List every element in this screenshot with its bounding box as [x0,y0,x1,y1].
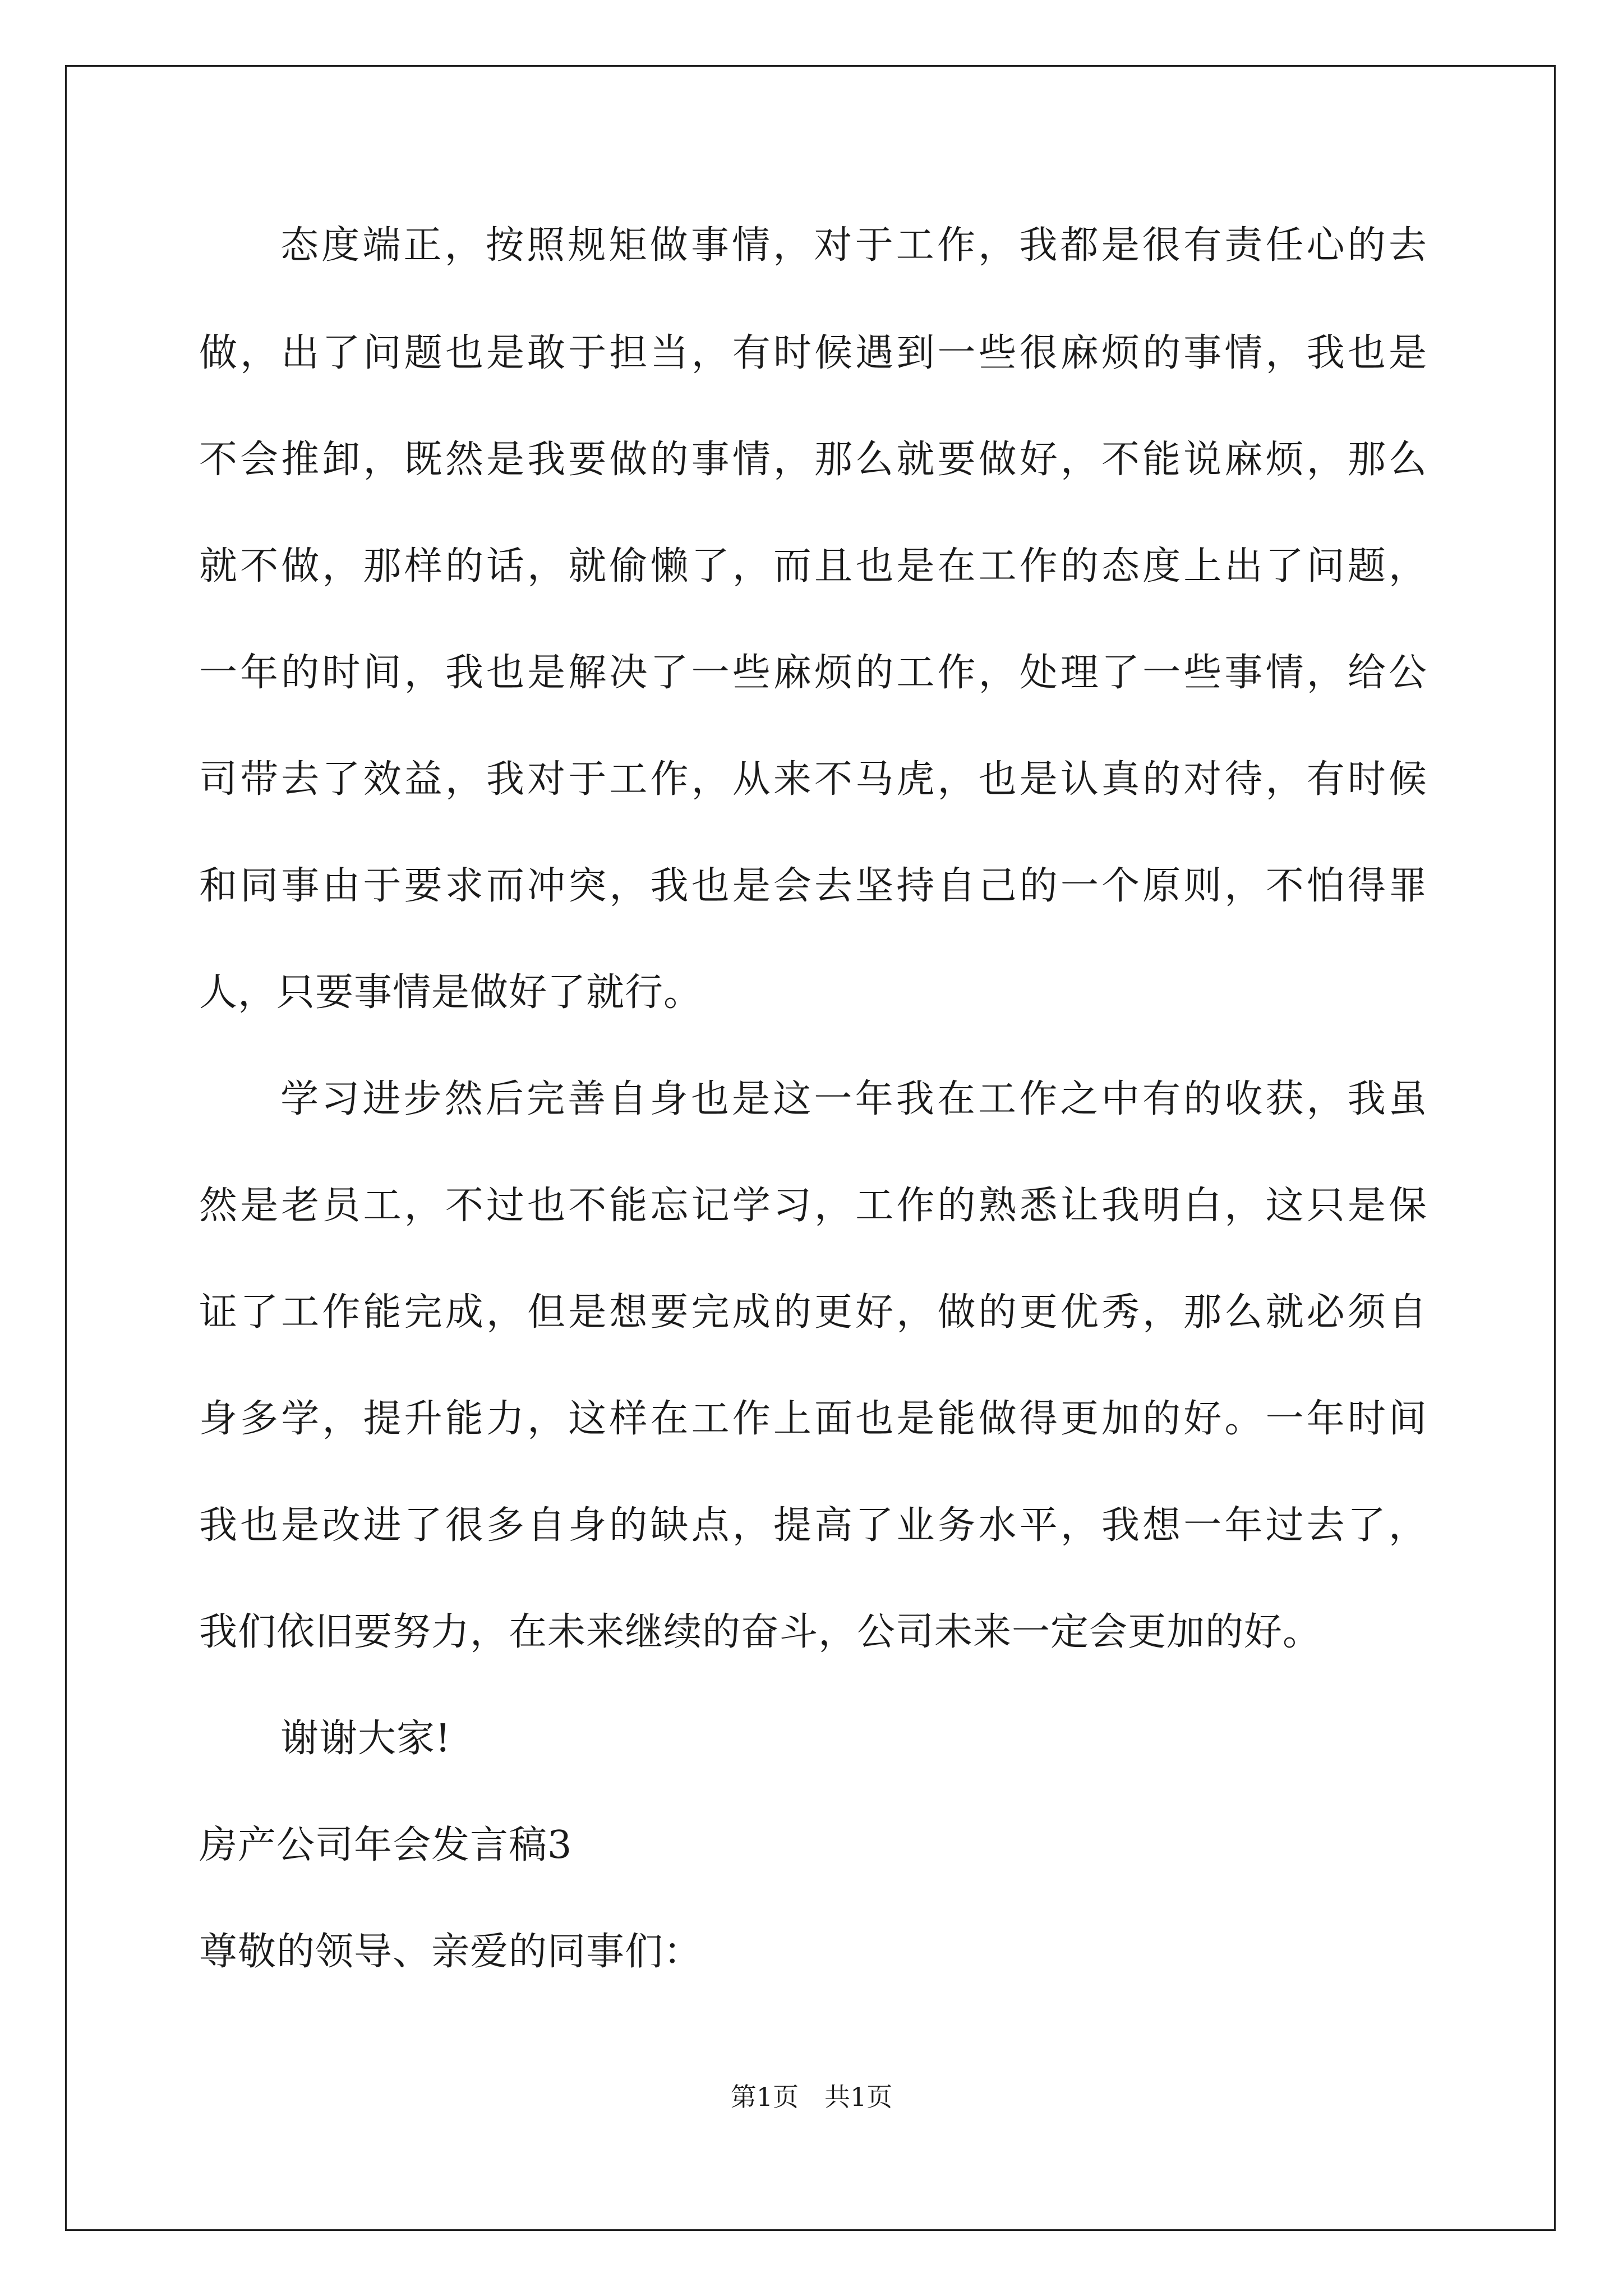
paragraph-1-line-5: 一年的时间，我也是解决了一些麻烦的工作，处理了一些事情，给公 [199,651,1427,695]
page-footer: 第1页 共1页 [730,2082,893,2112]
paragraph-2-line-4: 身多学，提升能力，这样在工作上面也是能做得更加的好。一年时间 [199,1397,1427,1441]
paragraph-1-line-8: 人，只要事情是做好了就行。 [199,970,703,1015]
paragraph-1-line-7: 和同事由于要求而冲突，我也是会去坚持自己的一个原则，不怕得罪 [199,864,1427,908]
paragraph-1-line-6: 司带去了效益，我对于工作，从来不马虎，也是认真的对待，有时候 [199,757,1427,802]
paragraph-1-line-3: 不会推卸，既然是我要做的事情，那么就要做好，不能说麻烦，那么 [199,438,1427,482]
paragraph-1-line-1: 态度端正，按照规矩做事情，对于工作，我都是很有责任心的去 [280,223,1427,268]
paragraph-1-line-2: 做，出了问题也是敢于担当，有时候遇到一些很麻烦的事情，我也是 [199,331,1427,375]
page-border [65,65,1556,2231]
paragraph-2-line-1: 学习进步然后完善自身也是这一年我在工作之中有的收获，我虽 [280,1077,1427,1121]
section-title: 房产公司年会发言稿3 [199,1823,573,1867]
paragraph-2-line-2: 然是老员工，不过也不能忘记学习，工作的熟悉让我明白，这只是保 [199,1184,1427,1228]
paragraph-2-line-6: 我们依旧要努力，在未来继续的奋斗，公司未来一定会更加的好。 [199,1610,1322,1654]
closing-thanks: 谢谢大家! [280,1717,451,1761]
paragraph-1-line-4: 就不做，那样的话，就偷懒了，而且也是在工作的态度上出了问题， [199,544,1427,588]
paragraph-2-line-3: 证了工作能完成，但是想要完成的更好，做的更优秀，那么就必须自 [199,1290,1427,1335]
paragraph-2-line-5: 我也是改进了很多自身的缺点，提高了业务水平，我想一年过去了， [199,1503,1427,1548]
salutation: 尊敬的领导、亲爱的同事们： [199,1930,703,1974]
